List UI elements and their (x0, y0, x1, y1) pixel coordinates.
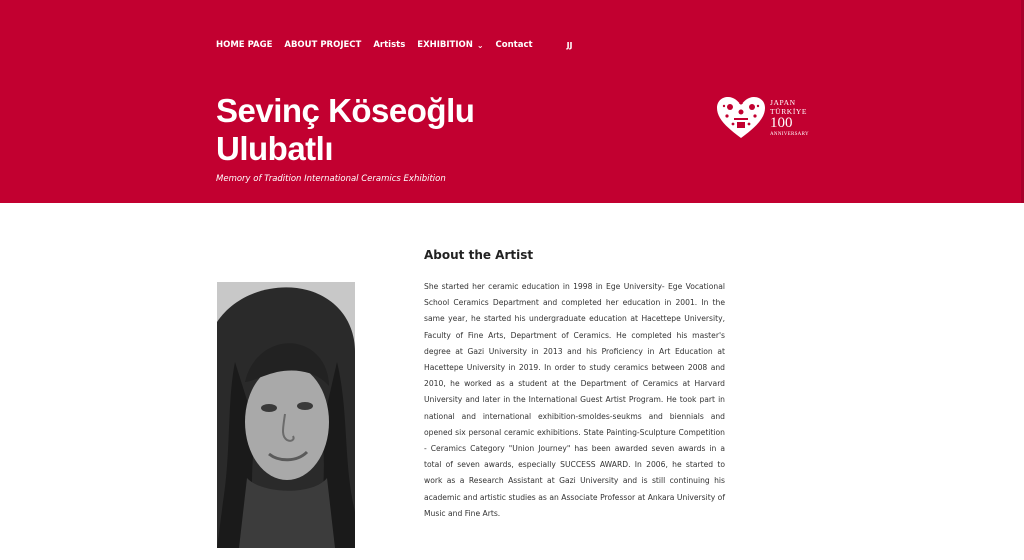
nav-item-artists[interactable] (373, 40, 405, 50)
title-line-2: Ulubatlı (216, 130, 333, 167)
title-line-1: Sevinç Köseoğlu (216, 92, 475, 129)
nav-item-label: ABOUT PROJECT (284, 40, 362, 50)
heart-logo-icon (716, 96, 766, 140)
site-header (0, 0, 1024, 203)
main-nav (216, 40, 585, 50)
anniversary-logo[interactable] (716, 96, 809, 140)
artist-portrait-image (217, 282, 355, 548)
nav-item-label: Artists (373, 40, 406, 50)
about-heading: About the Artist (424, 248, 534, 262)
artist-bio: She started her ceramic education in 1998 in Ege University- Ege Vocational School Ceramics Department and completed her education in 2001. In the same year, he started his undergraduate education at Hacettepe University, Faculty of Fine Arts, Department of Ceramics. He completed his master's degree at Gazi University in 2013 and his Proficiency in Art Education at Hacettepe University in 2019. In order to study ceramics between 2008 and 2010, he worked as a student at the Department of Ceramics at Harvard University and later in the International Guest Artist Program. He took part in national and international exhibition-smoldes-seukms and biennials and opened six personal ceramic exhibitions. State Painting-Sculpture Competition - Ceramics Category "Union Journey" has been awarded seven awards in a total of seven awards, especially SUCCESS AWARD. In 2006, he started to work as a Research Assistant at Gazi University and is still continuing his academic and artistic studies as an Associate Professor at Ankara University of Music and Fine Arts. (424, 282, 725, 518)
nav-item-label: Contact (495, 40, 533, 50)
artist-photo (217, 282, 355, 548)
nav-item-contact[interactable] (496, 40, 533, 50)
logo-text (770, 99, 809, 137)
logo-line-turkiye: TÜRKİYE (770, 106, 808, 116)
logo-line-100: 100 (770, 115, 793, 131)
logo-line-anniversary: ANNIVERSARY (770, 132, 809, 137)
nav-item-about-project[interactable] (284, 40, 361, 50)
nav-item-label: HOME PAGE (216, 40, 273, 50)
nav-item-label: EXHIBITION (417, 40, 473, 50)
logo-line-japan: JAPAN (770, 98, 796, 107)
page-title (216, 92, 474, 168)
page-subtitle: Memory of Tradition International Ceramics Exhibition (216, 174, 446, 184)
nav-item-home[interactable] (216, 40, 272, 50)
nav-item-exhibition[interactable] (417, 40, 483, 50)
chevron-down-icon: ⌄ (476, 40, 484, 50)
language-switcher[interactable]: JJ (566, 40, 573, 50)
